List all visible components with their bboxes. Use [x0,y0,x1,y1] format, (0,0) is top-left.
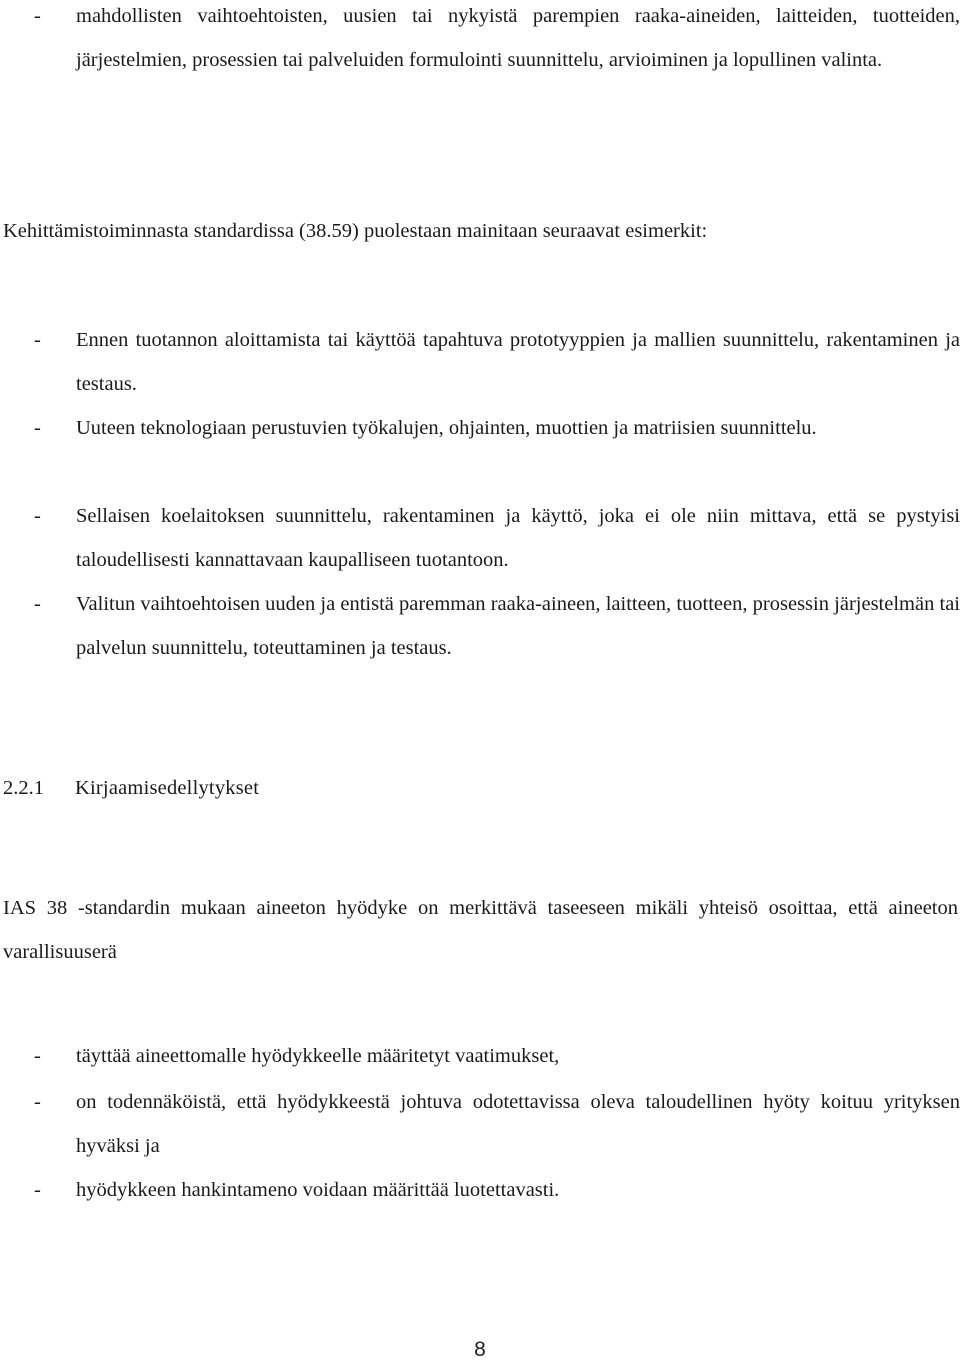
list-item-text: Uuteen teknologiaan perustuvien työkalujen, ohjainten, muottien ja matriisien suunnittelu. [76,417,817,439]
section-title: Kirjaamisedellytykset [75,777,260,799]
list-item-text: Valitun vaihtoehtoisen uuden ja entistä paremman raaka-aineen, laitteen, tuotteen, prosessin järjestelmän tai palvelun suunnittelu, toteuttaminen ja testaus. [76,593,960,659]
section-heading [3,768,259,808]
list-dash: - [34,1091,41,1113]
list-dash: - [34,417,41,439]
intro-paragraph: Kehittämistoiminnasta standardissa (38.59) puolestaan mainitaan seuraavat esimerkit: [3,220,708,242]
page-number: 8 [474,1338,486,1361]
list-dash: - [34,505,41,527]
list-item-text: hyödykkeen hankintameno voidaan määrittää luotettavasti. [76,1179,560,1201]
list-item-text: on todennäköistä, että hyödykkeestä johtuva odotettavissa oleva taloudellinen hyöty koituu yrityksen hyväksi ja [76,1091,960,1157]
list-item-text: mahdollisten vaihtoehtoisten, uusien tai nykyistä parempien raaka-aineiden, laitteiden, tuotteiden, järjestelmien, prosessien tai palveluiden formulointi suunnittelu, arvioiminen ja lopullinen valinta. [76,5,960,71]
list-dash: - [34,1179,41,1201]
ias-paragraph: IAS 38 -standardin mukaan aineeton hyödyke on merkittävä taseeseen mikäli yhteisö osoittaa, että aineeton varallisuuserä [3,897,958,963]
section-number: 2.2.1 [3,777,44,799]
list-item-text: Sellaisen koelaitoksen suunnittelu, rakentaminen ja käyttö, joka ei ole niin mittava, että se pystyisi taloudellisesti kannattavaan kaupalliseen tuotantoon. [76,505,960,571]
list-dash: - [34,1045,41,1067]
list-dash: - [34,593,41,615]
list-item-text: Ennen tuotannon aloittamista tai käyttöä tapahtuva prototyyppien ja mallien suunnittelu, rakentaminen ja testaus. [76,329,960,395]
list-item-text: täyttää aineettomalle hyödykkeelle määritetyt vaatimukset, [76,1045,560,1067]
list-dash: - [34,329,41,351]
list-dash: - [34,5,41,27]
